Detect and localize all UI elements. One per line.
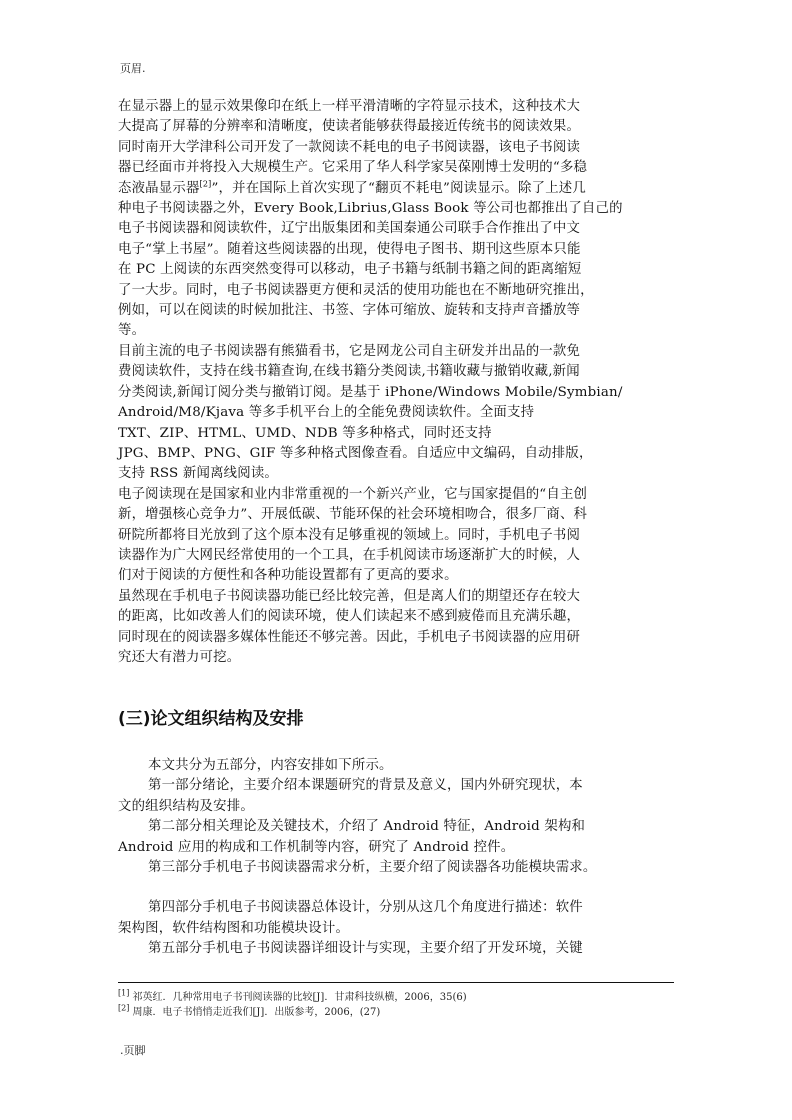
text-line: 在显示器上的显示效果像印在纸上一样平滑清晰的字符显示技术，这种技术大 xyxy=(118,99,581,114)
text-line: 同时现在的阅读器多媒体性能还不够完善。因此，手机电子书阅读器的应用研 xyxy=(118,629,581,645)
paragraphs-paragraph xyxy=(118,587,674,669)
text-line: 架构图，软件结构图和功能模块设计。 xyxy=(118,920,350,936)
footnote-mark: [1] xyxy=(118,988,130,998)
page-footer: .页脚 xyxy=(120,1044,146,1057)
text-line: 同时南开大学津科公司开发了一款阅读不耗电的电子书阅读器，该电子书阅读 xyxy=(118,139,581,155)
paragraphs-paragraph xyxy=(118,97,674,342)
paragraphs-paragraph xyxy=(118,342,674,485)
footnote-item xyxy=(118,1005,674,1020)
text-line: 研院所都将目光放到了这个原本没有足够重视的领域上。同时，手机电子书阅 xyxy=(118,527,581,543)
toc_paragraphs-paragraph xyxy=(118,756,678,776)
body-text xyxy=(118,97,674,668)
text-line: 读器作为广大网民经常使用的一个工具，在手机阅读市场逐渐扩大的时候，人 xyxy=(118,547,581,563)
paragraph-gap xyxy=(118,878,678,898)
text-line: 种电子书阅读器之外，Every Book,Librius,Glass Book 等公司也都推出了自己的 xyxy=(118,201,623,217)
text-line: Android/M8/Kjava 等多手机平台上的全能免费阅读软件。全面支持 xyxy=(118,405,535,421)
text-line: 第一部分绪论，主要介绍本课题研究的背景及意义，国内外研究现状，本 xyxy=(148,778,583,794)
text-line: 分类阅读,新闻订阅分类与撤销订阅。是基于 iPhone/Windows Mobile/Symbian/ xyxy=(118,384,623,400)
toc_paragraphs-paragraph xyxy=(118,817,678,858)
page-header: 页眉. xyxy=(120,62,146,75)
toc_paragraphs-paragraph xyxy=(118,776,678,817)
text-line: 究还大有潜力可挖。 xyxy=(118,649,241,665)
text-line: 了一大步。同时，电子书阅读器更方便和灵活的使用功能也在不断地研究推出， xyxy=(118,282,594,298)
footnote-mark: [2] xyxy=(118,1003,130,1013)
section-title: (三)论文组织结构及安排 xyxy=(118,709,304,729)
footnote-text: 周康．电子书悄悄走近我们[J]．出版参考，2006，(27) xyxy=(129,1007,381,1018)
text-line: 文的组织结构及安排。 xyxy=(118,798,254,814)
text-line: Android 应用的构成和工作机制等内容，研究了 Android 控件。 xyxy=(118,839,515,855)
footnote-item xyxy=(118,990,674,1005)
text-line: 第二部分相关理论及关键技术，介绍了 Android 特征，Android 架构和 xyxy=(148,819,586,835)
text-line: 大提高了屏幕的分辨率和清晰度，使读者能够获得最接近传统书的阅读效果。 xyxy=(118,119,581,135)
text-line: 支持 RSS 新闻离线阅读。 xyxy=(118,466,279,482)
text-line: 虽然现在手机电子书阅读器功能已经比较完善，但是离人们的期望还存在较大 xyxy=(118,588,581,604)
text-line: 新，增强核心竞争力”、开展低碳、节能环保的社会环境相吻合，很多厂商、科 xyxy=(118,507,588,523)
toc_paragraphs-paragraph xyxy=(118,939,678,959)
text-line: 电子书阅读器和阅读软件，辽宁出版集团和美国秦通公司联手合作推出了中文 xyxy=(118,221,581,237)
footnotes xyxy=(118,990,674,1020)
text-line: TXT、ZIP、HTML、UMD、NDB 等多种格式，同时还支持 xyxy=(118,425,492,441)
text-line: 电子“掌上书屋”。随着这些阅读器的出现，使得电子图书、期刊这些原本只能 xyxy=(118,241,581,257)
text-line: 等。 xyxy=(118,323,146,339)
paragraphs-paragraph xyxy=(118,485,674,587)
text-line: 电子阅读现在是国家和业内非常重视的一个新兴产业，它与国家提倡的“自主创 xyxy=(118,486,588,502)
toc_paragraphs-paragraph xyxy=(118,898,678,939)
text-line: 费阅读软件，支持在线书籍查询,在线书籍分类阅读,书籍收藏与撤销收藏,新闻 xyxy=(118,364,580,380)
footnote-text: 祁英红．几种常用电子书刊阅读器的比较[J]．甘肃科技纵横，2006，35(6) xyxy=(129,992,467,1003)
text-line: 第五部分手机电子书阅读器详细设计与实现，主要介绍了开发环境，关键 xyxy=(148,941,583,957)
text-line: 第四部分手机电子书阅读器总体设计，分别从这几个角度进行描述：软件 xyxy=(148,900,583,916)
toc_paragraphs-paragraph xyxy=(118,858,678,878)
text-line: 态液晶显示器[2]”，并在国际上首次实现了“翻页不耗电”阅读显示。除了上述几 xyxy=(118,179,586,196)
text-line: 目前主流的电子书阅读器有熊猫看书，它是网龙公司自主研发并出品的一款免 xyxy=(118,343,581,359)
text-line: 们对于阅读的方便性和各种功能设置都有了更高的要求。 xyxy=(118,568,458,584)
text-line: 在 PC 上阅读的东西突然变得可以移动，电子书籍与纸制书籍之间的距离缩短 xyxy=(118,262,582,278)
organization-text xyxy=(118,756,678,960)
footnote-divider xyxy=(118,982,674,983)
text-line: 本文共分为五部分，内容安排如下所示。 xyxy=(148,758,393,773)
citation-mark: [2] xyxy=(199,179,212,189)
text-line: 的距离，比如改善人们的阅读环境，使人们读起来不感到疲倦而且充满乐趣， xyxy=(118,609,581,625)
text-line: 器已经面市并将投入大规模生产。它采用了华人科学家吴葆刚博士发明的“多稳 xyxy=(118,160,588,176)
text-line: 例如，可以在阅读的时候加批注、书签、字体可缩放、旋转和支持声音播放等 xyxy=(118,303,581,319)
text-line: 第三部分手机电子书阅读器需求分析，主要介绍了阅读器各功能模块需求。 xyxy=(148,860,597,876)
text-line: JPG、BMP、PNG、GIF 等多种格式图像查看。自适应中文编码，自动排版， xyxy=(118,445,593,461)
